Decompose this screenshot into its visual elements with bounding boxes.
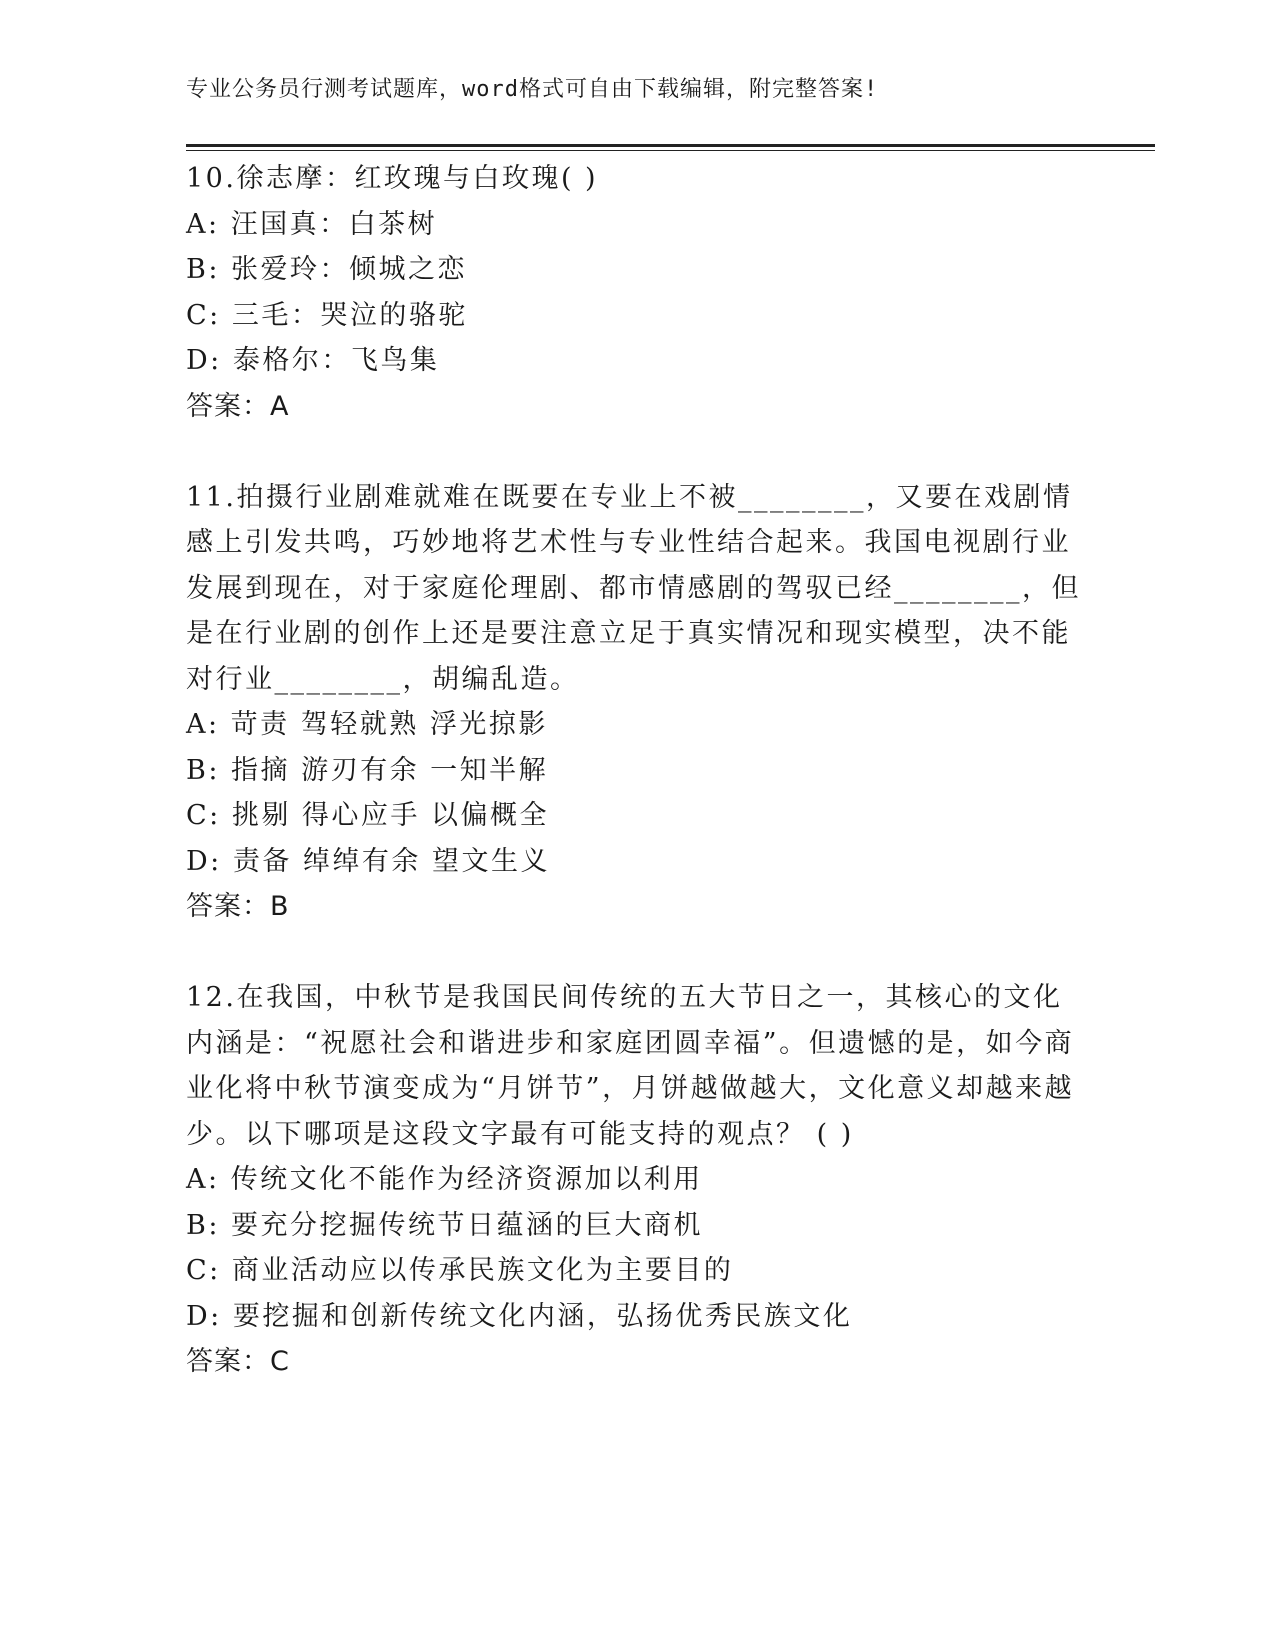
question-list: [186, 156, 1086, 1385]
answer: 答案：B: [186, 891, 290, 922]
answer: 答案：A: [186, 390, 290, 422]
option-a: A: 传统文化不能作为经济资源加以利用: [186, 1164, 703, 1195]
option-a: A: 汪国真：白茶树: [186, 208, 438, 240]
option-d: D: 泰格尔：飞鸟集: [186, 345, 440, 376]
option-c: C: 挑剔 得心应手 以偏概全: [186, 800, 550, 831]
answer: 答案：C: [186, 1346, 290, 1377]
option-c: C: 三毛：哭泣的骆驼: [186, 299, 468, 331]
question-stem: 11.拍摄行业剧难就难在既要在专业上不被________，又要在戏剧情感上引发共鸣，巧妙地将艺术性与专业性结合起来。我国电视剧行业发展到现在，对于家庭伦理剧、都市情感剧的驾驭已经________，但是在行业剧的创作上还是要注意立足于真实情况和现实模型，决不能对行业________，胡编乱造。: [186, 481, 1081, 695]
question-stem: 10.徐志摩：红玫瑰与白玫瑰( ): [186, 163, 599, 194]
question-11: [186, 475, 1086, 930]
option-d: D: 责备 绰绰有余 望文生义: [186, 845, 550, 877]
page-header: 专业公务员行测考试题库，word格式可自由下载编辑，附完整答案!: [186, 77, 879, 102]
spacer: [186, 429, 1086, 475]
header-divider-thin: [186, 150, 1155, 151]
question-stem: 12.在我国，中秋节是我国民间传统的五大节日之一，其核心的文化内涵是：“祝愿社会和谐进步和家庭团圆幸福”。但遗憾的是，如今商业化将中秋节演变成为“月饼节”，月饼越做越大，文化意义却越来越少。以下哪项是这段文字最有可能支持的观点？ ( ): [186, 982, 1075, 1150]
question-12: [186, 975, 1086, 1385]
question-10: [186, 156, 1086, 429]
spacer: [186, 930, 1086, 976]
option-b: B: 要充分挖掘传统节日蕴涵的巨大商机: [186, 1209, 704, 1241]
header-divider-thick: [186, 144, 1155, 147]
option-b: B: 张爱玲：倾城之恋: [186, 254, 468, 285]
option-d: D: 要挖掘和创新传统文化内涵，弘扬优秀民族文化: [186, 1300, 853, 1332]
option-b: B: 指摘 游刃有余 一知半解: [186, 754, 549, 786]
option-c: C: 商业活动应以传承民族文化为主要目的: [186, 1255, 734, 1286]
option-a: A: 苛责 驾轻就熟 浮光掠影: [186, 709, 548, 740]
